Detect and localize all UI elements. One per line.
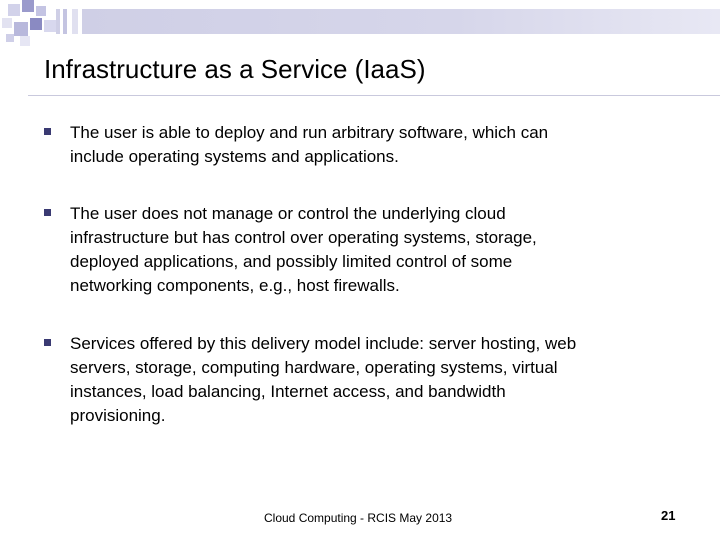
slide-title: Infrastructure as a Service (IaaS) xyxy=(44,54,426,84)
slide-footer: Cloud Computing - RCIS May 2013 xyxy=(264,511,453,525)
square-bullet-icon xyxy=(44,209,51,216)
bullet-text: The user is able to deploy and run arbitrary software, which can include operating systems and applications. xyxy=(70,123,549,166)
slide-number: 21 xyxy=(661,508,676,523)
square-bullet-icon xyxy=(44,339,51,346)
bullet-text: The user does not manage or control the underlying cloud infrastructure but has control over operating systems, storage, deployed applications, and possibly limited control of some networking components, e.g., host firewalls. xyxy=(70,204,537,295)
square-bullet-icon xyxy=(44,128,51,135)
title-divider xyxy=(28,95,720,96)
decorative-header-pattern xyxy=(0,0,720,50)
bullet-text: Services offered by this delivery model include: server hosting, web servers, storage, computing hardware, operating systems, virtual instances, load balancing, Internet access, and bandwidth provisioning. xyxy=(70,334,577,425)
